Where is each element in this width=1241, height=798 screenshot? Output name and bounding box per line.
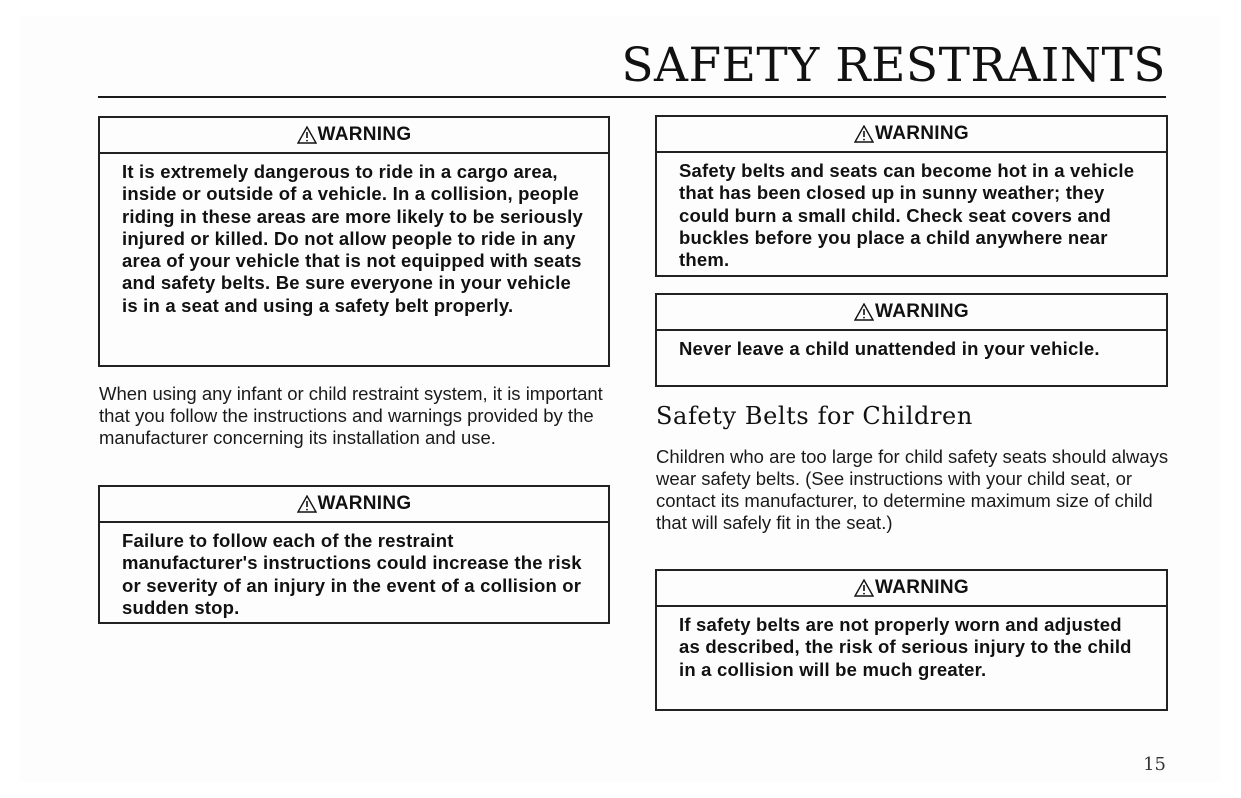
- warning-box-unattended-child: [655, 293, 1168, 387]
- warning-label: WARNING: [875, 123, 969, 144]
- section-heading-safety-belts-for-children: Safety Belts for Children: [656, 402, 973, 430]
- warning-label: WARNING: [875, 301, 969, 322]
- warning-text: It is extremely dangerous to ride in a cargo area, inside or outside of a vehicle. In a collision, people riding in these areas are more likely to be seriously injured or killed. Do not allow people to ride in any area of your vehicle that is not equipped with seats and safety belts. Be sure everyone in your vehicle is in a seat and using a safety belt properly.: [122, 161, 583, 316]
- warning-label: WARNING: [317, 124, 412, 145]
- warning-box-belt-fit: [655, 569, 1168, 711]
- warning-box-hot-seats: [655, 115, 1168, 277]
- warning-text: Failure to follow each of the restraint manufacturer's instructions could increase the risk or severity of an injury in the event of a collision or sudden stop.: [122, 530, 582, 618]
- warning-box-cargo-area: [98, 116, 610, 367]
- header-divider: [98, 96, 1166, 98]
- page-number: 15: [1143, 754, 1166, 775]
- children-safety-belts-paragraph: Children who are too large for child safety seats should always wear safety belts. (See instructions with your child seat, or contact its manufacturer, to determine maximum size of child that will safely fit in the seat.): [656, 446, 1169, 533]
- warning-label: WARNING: [317, 493, 412, 514]
- restraint-instructions-paragraph: When using any infant or child restraint system, it is important that you follow the instructions and warnings provided by the manufacturer concerning its installation and use.: [99, 383, 603, 448]
- warning-header: [657, 295, 1166, 331]
- warning-triangle-icon: [854, 303, 874, 321]
- warning-triangle-icon: [297, 495, 317, 513]
- warning-text: Safety belts and seats can become hot in a vehicle that has been closed up in sunny weather; they could burn a small child. Check seat covers and buckles before you place a child anywhere near them.: [679, 160, 1135, 271]
- warning-header: [657, 571, 1166, 607]
- warning-text: Never leave a child unattended in your vehicle.: [679, 338, 1100, 359]
- warning-header: [100, 118, 608, 154]
- warning-triangle-icon: [854, 579, 874, 597]
- warning-box-restraint-instructions: [98, 485, 610, 624]
- manual-page: [20, 16, 1220, 782]
- warning-label: WARNING: [875, 577, 969, 598]
- warning-header: [100, 487, 608, 523]
- warning-triangle-icon: [854, 125, 874, 143]
- warning-header: [657, 117, 1166, 153]
- warning-triangle-icon: [297, 126, 317, 144]
- warning-text: If safety belts are not properly worn and adjusted as described, the risk of serious injury to the child in a collision will be much greater.: [679, 614, 1132, 680]
- page-title: SAFETY RESTRAINTS: [621, 38, 1166, 93]
